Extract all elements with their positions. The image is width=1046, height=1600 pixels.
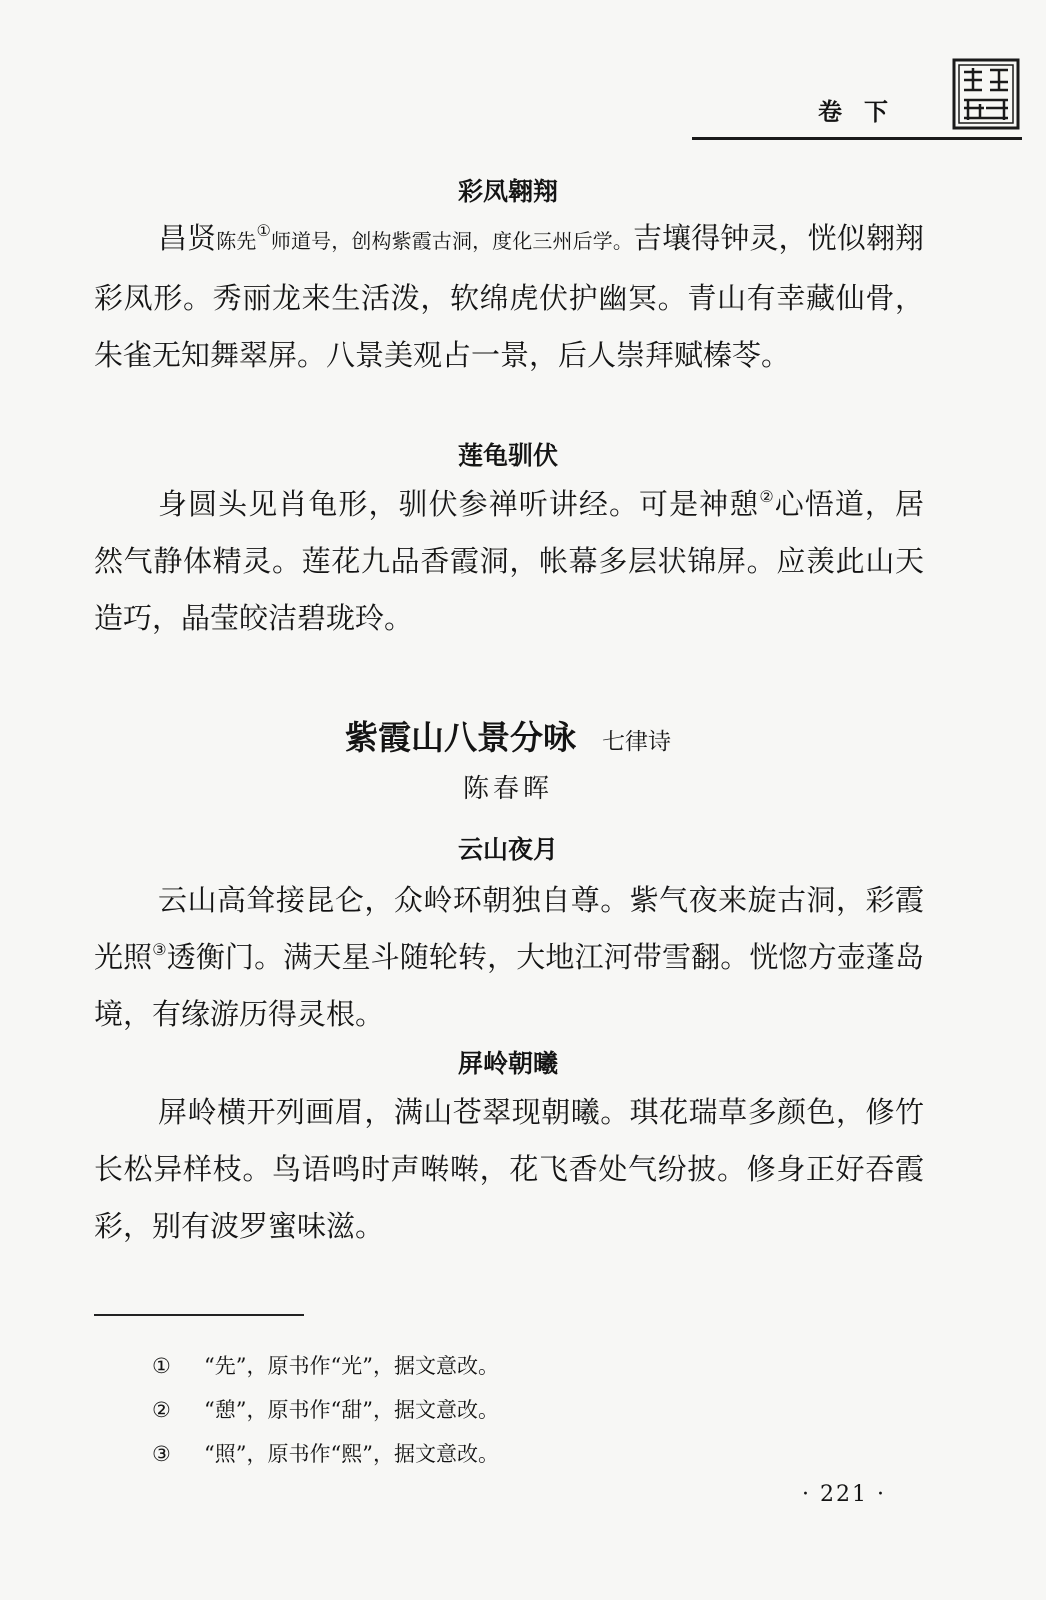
footnote-item <box>152 1388 499 1432</box>
footnote-marker[interactable]: ① <box>256 221 271 240</box>
section-body-cai-feng <box>94 210 924 384</box>
footnote-marker[interactable]: ③ <box>152 940 167 959</box>
footnote-number: ② <box>152 1398 171 1422</box>
body-text: 憩 <box>729 487 760 521</box>
section-body-lian-gui <box>94 476 924 647</box>
footnotes <box>152 1344 499 1476</box>
inline-note: 师道号，创构紫霞古洞，度化三州后学。 <box>270 229 633 253</box>
poem-title-yun-shan: 云山夜月 <box>457 835 558 864</box>
poem-set-title-text: 紫霞山八景分咏 <box>345 718 576 757</box>
poem-title-ping-ling: 屏岭朝曦 <box>457 1049 558 1078</box>
footnote-number: ③ <box>152 1442 171 1466</box>
footnote-marker[interactable]: ② <box>759 487 775 506</box>
footnote-item <box>152 1344 499 1388</box>
body-text: 心悟道，居然气静体精灵。莲花九品香霞洞，帐幕多层状锦屏。应羡此山天造巧，晶莹皎洁碧珑玲。 <box>94 487 924 635</box>
inline-note: 陈先 <box>216 229 257 253</box>
footnote-rule <box>94 1314 304 1316</box>
body-text: 透衡门。满天星斗随轮转，大地江河带雪翻。恍惚方壶蓬岛境，有缘游历得灵根。 <box>94 940 924 1031</box>
body-text: 吉壤得钟灵，恍似翱翔彩凤形。秀丽龙来生活泼，软绵虎伏护幽冥。青山有幸藏仙骨，朱雀无知舞翠屏。八景美观占一景，后人崇拜赋榛苓。 <box>94 221 925 372</box>
header-rule <box>692 137 1022 140</box>
seal-stamp-icon <box>952 58 1020 130</box>
body-text: 云山高耸接昆仑，众岭环朝独自尊。紫气夜来旋古洞，彩霞光照 <box>94 883 924 974</box>
section-title-cai-feng: 彩凤翱翔 <box>457 177 558 206</box>
section-title-lian-gui: 莲龟驯伏 <box>457 441 558 470</box>
body-text: 身圆头见肖龟形，驯伏参禅听讲经。可是神 <box>158 487 730 521</box>
poem-body-yun-shan <box>94 872 924 1043</box>
footnote-text: “先”，原书作“光”，据文意改。 <box>204 1354 499 1378</box>
footnote-text: “照”，原书作“熙”，据文意改。 <box>204 1442 499 1466</box>
page-number: · 221 · <box>802 1482 886 1507</box>
poem-form-label: 七律诗 <box>602 729 671 755</box>
author-name: 陈春晖 <box>462 774 553 804</box>
running-header: 卷下 <box>818 98 910 126</box>
footnote-text: “憩”，原书作“甜”，据文意改。 <box>204 1398 499 1422</box>
poem-set-title <box>0 712 1016 759</box>
footnote-item <box>152 1432 499 1476</box>
body-text: 昌贤 <box>158 221 217 255</box>
footnote-number: ① <box>152 1354 171 1378</box>
poem-body-ping-ling: 屏岭横开列画眉，满山苍翠现朝曦。琪花瑞草多颜色，修竹长松异样枝。鸟语鸣时声啭啭，花飞香处气纷披。修身正好吞霞彩，别有波罗蜜味滋。 <box>94 1095 924 1243</box>
